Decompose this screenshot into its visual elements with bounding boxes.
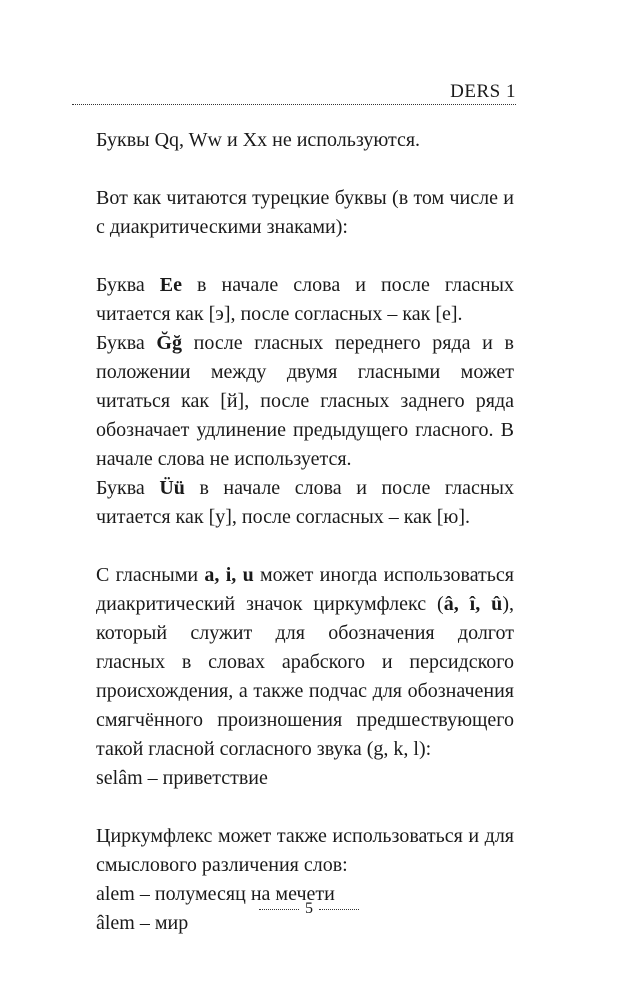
paragraph-gap (96, 793, 514, 822)
example-selam: selâm – приветствие (96, 767, 268, 789)
circumflex-text-3: ), который служит для обозначения долгот гласных в словах арабского и персидского происхождения, а также подчас для обозначения смягчённого произношения предшествующего такой гласной согласного звука (g, k, l): (96, 593, 514, 760)
paragraph-gap (96, 242, 514, 271)
letter-prefix: Буква (96, 477, 160, 499)
paragraph-gap (96, 155, 514, 184)
header-dotted-rule (72, 104, 516, 105)
letter-u: Üü (159, 477, 185, 499)
paragraph-gap (96, 532, 514, 561)
running-header: DERS 1 (450, 81, 516, 102)
footer-dots-left (259, 909, 299, 910)
letter-e: Ee (159, 274, 183, 296)
paragraph-unused-letters: Буквы Qq, Ww и Xx не используются. (96, 129, 421, 151)
page-footer (0, 898, 618, 920)
circumflex-text-1: С гласными (96, 564, 205, 586)
letter-g: Ğğ (156, 332, 182, 354)
circumflex-text-2: может иногда использоваться диакритический значок циркумфлекс ( (96, 564, 514, 615)
letter-g-description: после гласных переднего ряда и в положении между двумя гласными может читаться как [й], после гласных заднего ряда обозначает удлинение предыдущего гласного. В начале слова не используется. (96, 332, 514, 470)
circumflex-vowels: a, i, u (204, 564, 254, 586)
paragraph-letter-g (96, 329, 514, 474)
paragraph-letter-e (96, 271, 514, 329)
page-number: 5 (305, 900, 313, 917)
paragraph-circumflex (96, 561, 514, 764)
footer-dots-right (319, 909, 359, 910)
paragraph-letter-u (96, 474, 514, 532)
circumflex-marked-vowels: â, î, û (443, 593, 503, 615)
letter-prefix: Буква (96, 332, 157, 354)
letter-u-description: в начале слова и после гласных читается как [у], после согласных – как [ю]. (96, 477, 514, 528)
letter-e-description: в начале слова и после гласных читается как [э], после согласных – как [е]. (96, 274, 514, 325)
paragraph-meaning-distinction: Циркумфлекс может также использоваться и для смыслового различения слов: (96, 825, 514, 876)
example-alem-circumflex: âlem – мир (96, 912, 189, 934)
letter-prefix: Буква (96, 274, 160, 296)
paragraph-intro: Вот как читаются турецкие буквы (в том числе и с диакритическими знаками): (96, 187, 514, 238)
example-alem: alem – полумесяц на мечети (96, 883, 335, 905)
page-body (96, 126, 514, 938)
